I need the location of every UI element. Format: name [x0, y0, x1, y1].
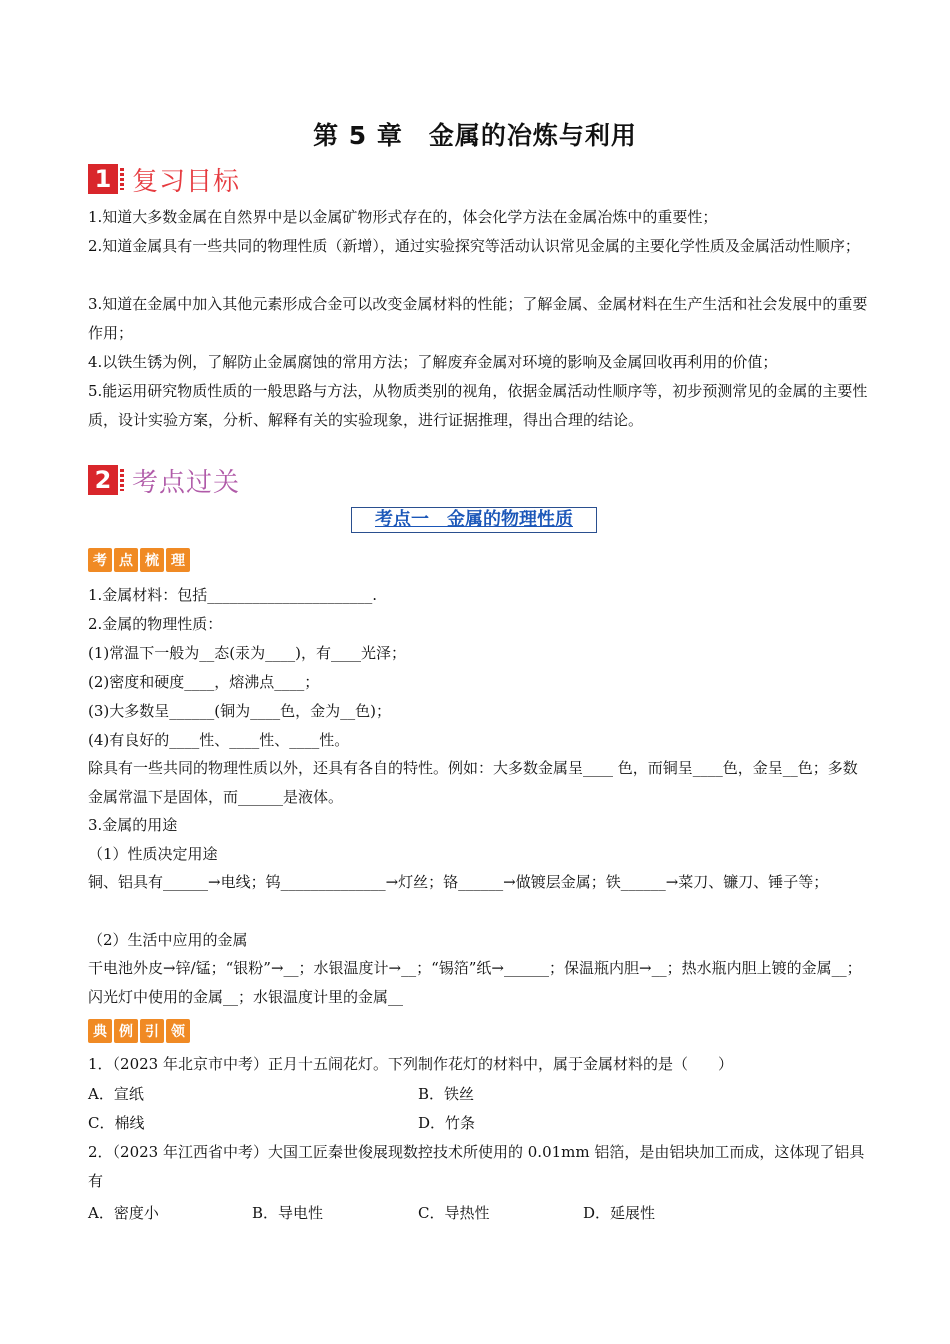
section-header-review-goals — [88, 163, 240, 195]
content-line: (2)密度和硬度____，熔沸点____； — [88, 673, 320, 691]
q2-option-a: A．密度小 — [88, 1204, 159, 1222]
badge-char: 梳 — [140, 548, 164, 572]
content-line: (1)常温下一般为__态(汞为____)，有____光泽； — [88, 644, 406, 662]
goal-1: 1.知道大多数金属在自然界中是以金属矿物形式存在的，体会化学方法在金属冶炼中的重要性； — [88, 208, 718, 226]
badge-char: 领 — [166, 1019, 190, 1043]
badge-char: 引 — [140, 1019, 164, 1043]
badge-char: 点 — [114, 548, 138, 572]
content-paragraph: 铜、铝具有______→电线；钨______________→灯丝；铬______→做镀层金属；铁______→菜刀、镰刀、锤子等； — [88, 873, 829, 891]
goal-3: 3.知道在金属中加入其他元素形成合金可以改变金属材料的性能；了解金属、金属材料在生产生活和社会发展中的重要作用； — [88, 295, 868, 342]
section-header-key-points — [88, 464, 240, 496]
content-line: (3)大多数呈______(铜为____色，金为__色)； — [88, 702, 391, 720]
goal-5: 5.能运用研究物质性质的一般思路与方法，从物质类别的视角，依据金属活动性顺序等，初步预测常见的金属的主要性质，设计实验方案，分析、解释有关的实验现象，进行证据推理，得出合理的结论。 — [88, 382, 868, 429]
badge-kaodian-shuli — [88, 548, 190, 572]
q2-option-b: B．导电性 — [252, 1204, 324, 1222]
content-line: （1）性质决定用途 — [88, 845, 218, 863]
question-2: 2．（2023 年江西省中考）大国工匠秦世俊展现数控技术所使用的 0.01mm 铝箔，是由铝块加工而成，这体现了铝具有 — [88, 1143, 865, 1190]
section-label: 复习目标 — [132, 166, 241, 197]
goal-4: 4.以铁生锈为例，了解防止金属腐蚀的常用方法；了解废弃金属对环境的影响及金属回收再利用的价值； — [88, 353, 778, 371]
section-number: 2 — [88, 465, 118, 495]
content-line: 3.金属的用途 — [88, 816, 178, 834]
content-line: 2.金属的物理性质： — [88, 615, 223, 633]
q2-option-d: D．延展性 — [583, 1204, 656, 1222]
badge-dianli-yinling — [88, 1019, 190, 1043]
content-line: 1.金属材料：包括______________________. — [88, 586, 378, 604]
content-line: （2）生活中应用的金属 — [88, 931, 248, 949]
badge-char: 典 — [88, 1019, 112, 1043]
goal-2: 2.知道金属具有一些共同的物理性质（新增），通过实验探究等活动认识常见金属的主要化学性质及金属活动性顺序； — [88, 237, 860, 255]
q1-option-c: C．棉线 — [88, 1114, 145, 1132]
chapter-title: 第 5 章 金属的冶炼与利用 — [313, 121, 637, 150]
q1-option-b: B．铁丝 — [418, 1085, 475, 1103]
content-paragraph: 除具有一些共同的物理性质以外，还具有各自的特性。例如：大多数金属呈____ 色，而铜呈____色，金呈__色；多数金属常温下是固体，而______是液体。 — [88, 759, 858, 806]
q1-option-d: D．竹条 — [418, 1114, 476, 1132]
kaodian-title: 考点一 金属的物理性质 — [351, 507, 597, 533]
badge-char: 例 — [114, 1019, 138, 1043]
q1-option-a: A．宣纸 — [88, 1085, 144, 1103]
question-1: 1．（2023 年北京市中考）正月十五闹花灯。下列制作花灯的材料中，属于金属材料的是（ ） — [88, 1055, 733, 1073]
section-number: 1 — [88, 164, 118, 194]
q2-option-c: C．导热性 — [418, 1204, 490, 1222]
badge-char: 理 — [166, 548, 190, 572]
content-line: (4)有良好的____性、____性、____性。 — [88, 731, 350, 749]
section-label: 考点过关 — [132, 467, 241, 498]
badge-char: 考 — [88, 548, 112, 572]
content-paragraph: 干电池外皮→锌/锰；“银粉”→__；水银温度计→__；“锡箔”纸→______；保温瓶内胆→__；热水瓶内胆上镀的金属__；闪光灯中使用的金属__；水银温度计里的金属__ — [88, 959, 862, 1006]
